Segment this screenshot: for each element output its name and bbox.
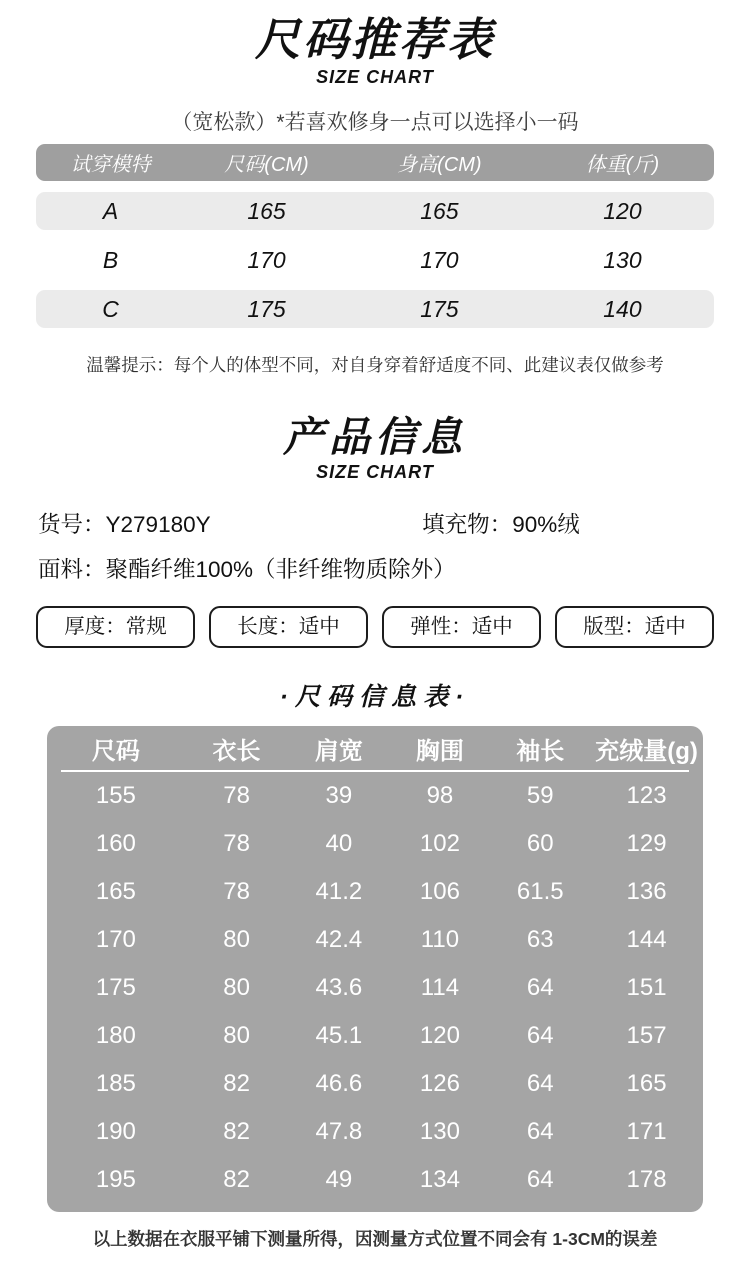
cell: 195 — [95, 1166, 136, 1193]
cell: 42.4 — [315, 926, 363, 953]
model-table-header-row — [36, 144, 714, 181]
product-info-title: 产品信息 — [283, 414, 467, 460]
cell: 140 — [603, 295, 642, 322]
item-number-label: 货号： — [38, 512, 106, 537]
table-row — [36, 290, 714, 328]
table-row — [47, 1108, 703, 1156]
cell: 126 — [419, 1070, 460, 1097]
attribute-pill-elasticity: 弹性：适中 — [382, 606, 541, 648]
cell: 130 — [419, 1118, 460, 1145]
cell: 106 — [419, 878, 460, 905]
cell: 178 — [626, 1166, 667, 1193]
cell: 134 — [419, 1166, 460, 1193]
info-row — [38, 511, 712, 539]
table-row — [47, 1060, 703, 1108]
cell: 160 — [95, 830, 136, 857]
cell: 98 — [426, 782, 454, 809]
cell: 130 — [603, 246, 642, 273]
cell: 40 — [325, 830, 353, 857]
cell: 120 — [603, 197, 642, 224]
cell: 47.8 — [315, 1118, 363, 1145]
cell: 165 — [626, 1070, 667, 1097]
item-number-value: Y279180Y — [105, 512, 211, 537]
cell: 80 — [223, 926, 250, 953]
cell: 123 — [626, 782, 667, 809]
filling-value: 90%绒 — [512, 512, 580, 537]
table-row — [47, 868, 703, 916]
cell: B — [102, 246, 119, 273]
cell: 180 — [95, 1022, 136, 1049]
cell: 102 — [419, 830, 460, 857]
size-table-header-row — [47, 726, 703, 770]
cell: 114 — [420, 974, 460, 1001]
size-chart-page — [0, 14, 750, 1261]
cell: 165 — [247, 197, 286, 224]
header-cell-height: 身高(CM) — [397, 154, 482, 176]
cell: 82 — [223, 1166, 250, 1193]
attribute-pill-fit: 版型：适中 — [555, 606, 714, 648]
header-cell-model: 试穿模特 — [70, 154, 151, 176]
cell: 185 — [95, 1070, 136, 1097]
cell: 175 — [95, 974, 136, 1001]
cell: 64 — [526, 974, 554, 1001]
filling-label: 填充物： — [422, 512, 513, 537]
header-cell-size: 尺码(CM) — [224, 154, 309, 176]
cell: 170 — [420, 246, 459, 273]
product-info-fields — [38, 511, 712, 584]
size-info-table — [47, 726, 703, 1212]
model-size-table — [36, 144, 714, 328]
cell: 64 — [526, 1118, 554, 1145]
cell: 61.5 — [516, 878, 564, 905]
cell: 175 — [420, 295, 459, 322]
cell: 120 — [419, 1022, 460, 1049]
cell: 165 — [95, 878, 136, 905]
cell: 46.6 — [315, 1070, 363, 1097]
filling-field — [422, 511, 712, 539]
header-cell-weight: 体重(斤) — [585, 154, 660, 176]
cell: 78 — [223, 782, 250, 809]
cell: 170 — [247, 246, 286, 273]
cell: 60 — [526, 830, 554, 857]
cell: 151 — [626, 974, 667, 1001]
table-row — [47, 916, 703, 964]
cell: 80 — [223, 974, 250, 1001]
cell: 59 — [526, 782, 554, 809]
table-row — [36, 192, 714, 230]
fit-note: （宽松款）*若喜欢修身一点可以选择小一码 — [171, 111, 579, 134]
cell: C — [102, 295, 119, 322]
header-cell-down-fill: 充绒量(g) — [595, 737, 698, 765]
cell: 171 — [626, 1118, 667, 1145]
fabric-value: 聚酯纤维100%（非纤维物质除外） — [105, 557, 456, 582]
header-cell-size: 尺码 — [91, 737, 140, 765]
attribute-pill-thickness: 厚度：常规 — [36, 606, 195, 648]
cell: 175 — [247, 295, 286, 322]
fabric-field — [38, 556, 712, 584]
header-cell-shoulder: 肩宽 — [314, 737, 363, 765]
table-row — [47, 1012, 703, 1060]
cell: 82 — [223, 1070, 250, 1097]
cell: 78 — [223, 830, 250, 857]
attribute-pill-length: 长度：适中 — [209, 606, 368, 648]
cell: 157 — [626, 1022, 667, 1049]
cell: 129 — [626, 830, 667, 857]
cell: 144 — [626, 926, 667, 953]
size-info-title: ·尺码信息表· — [279, 683, 471, 711]
cell: 64 — [526, 1070, 554, 1097]
cell: 136 — [626, 878, 667, 905]
table-row — [47, 1156, 703, 1204]
table-row — [47, 772, 703, 820]
header-cell-chest: 胸围 — [415, 737, 464, 765]
cell: 170 — [95, 926, 136, 953]
header-cell-sleeve: 袖长 — [516, 737, 565, 765]
cell: 165 — [420, 197, 459, 224]
cell: A — [102, 197, 119, 224]
table-row — [36, 241, 714, 279]
attribute-pills — [36, 606, 714, 648]
cell: 64 — [526, 1166, 554, 1193]
product-info-subtitle: SIZE CHART — [316, 462, 434, 482]
cell: 63 — [526, 926, 554, 953]
header-cell-garment-length: 衣长 — [212, 737, 261, 765]
cell: 78 — [223, 878, 250, 905]
tip-text: 温馨提示：每个人的体型不同，对自身穿着舒适度不同、此建议表仅做参考 — [86, 355, 664, 375]
page-subtitle: SIZE CHART — [316, 67, 434, 87]
cell: 43.6 — [315, 974, 363, 1001]
cell: 49 — [325, 1166, 353, 1193]
measurement-note: 以上数据在衣服平铺下测量所得，因测量方式位置不同会有 1-3CM的误差 — [92, 1229, 658, 1249]
table-row — [47, 964, 703, 1012]
cell: 80 — [223, 1022, 250, 1049]
cell: 64 — [526, 1022, 554, 1049]
table-row — [47, 820, 703, 868]
cell: 155 — [95, 782, 136, 809]
fabric-label: 面料： — [38, 557, 106, 582]
cell: 110 — [420, 926, 460, 953]
item-number-field — [38, 511, 422, 539]
cell: 45.1 — [315, 1022, 363, 1049]
page-title: 尺码推荐表 — [254, 14, 495, 65]
cell: 39 — [325, 782, 353, 809]
cell: 190 — [95, 1118, 136, 1145]
cell: 82 — [223, 1118, 250, 1145]
cell: 41.2 — [315, 878, 363, 905]
